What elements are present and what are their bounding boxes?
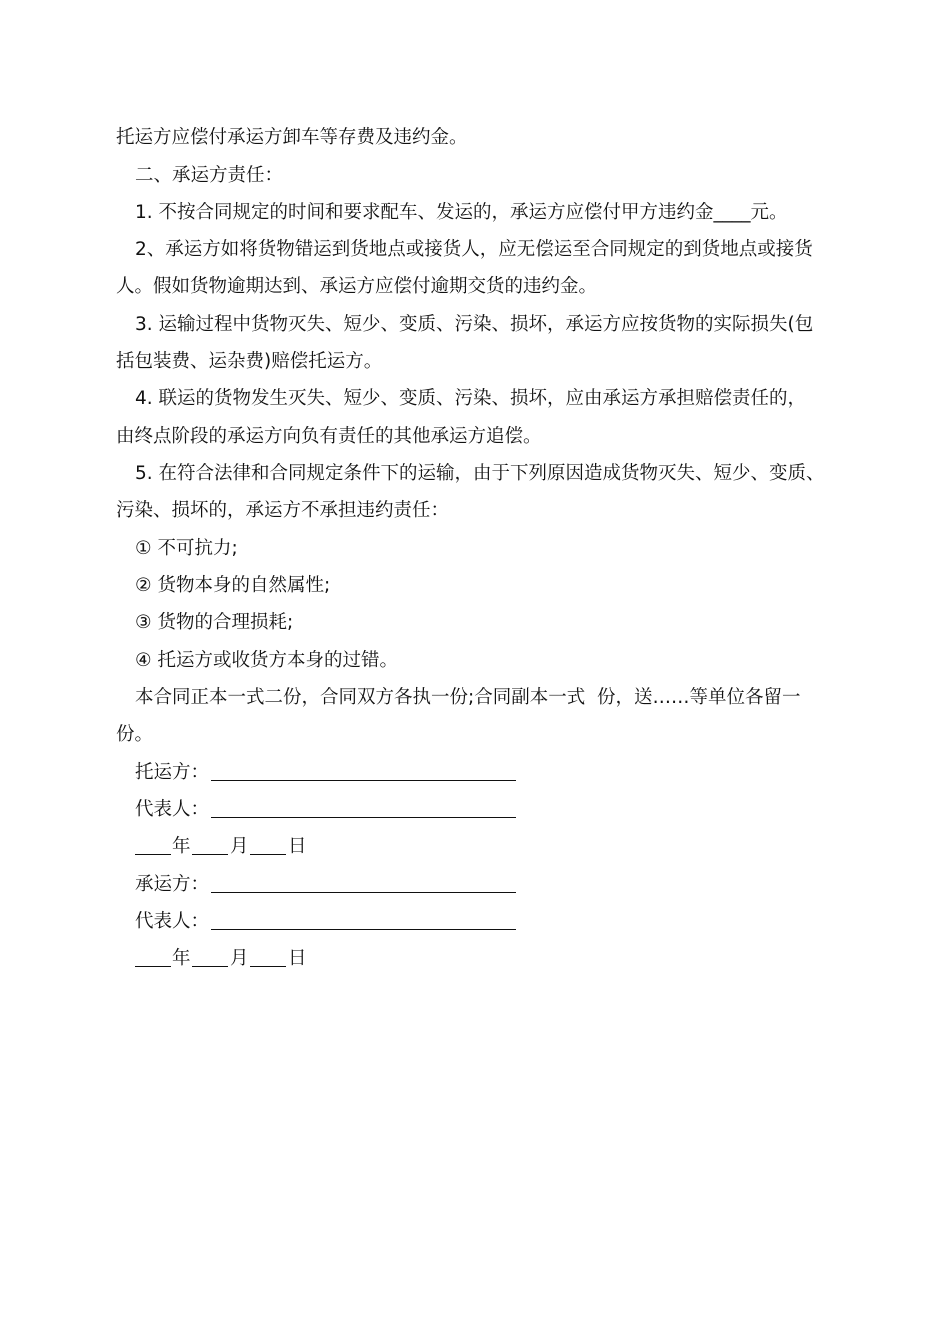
carrier-signature-line <box>211 892 516 893</box>
carrier-rep-label: 代表人： <box>135 911 210 932</box>
month-blank <box>192 854 228 855</box>
paragraph-line: 5. 在符合法律和合同规定条件下的运输，由于下列原因造成货物灭失、短少、变质、 <box>135 463 825 484</box>
paragraph-line: 污染、损坏的，承运方不承担违约责任： <box>116 500 450 521</box>
list-item: ② 货物本身的自然属性; <box>135 575 331 596</box>
day-blank <box>250 854 286 855</box>
paragraph-line: 人。假如货物逾期达到、承运方应偿付逾期交货的违约金。 <box>116 276 598 297</box>
paragraph-line: 3. 运输过程中货物灭失、短少、变质、污染、损坏，承运方应按货物的实际损失(包 <box>135 314 814 335</box>
carrier-label: 承运方： <box>135 874 210 895</box>
date-line-2 <box>135 950 435 972</box>
consignor-rep-label: 代表人： <box>135 799 210 820</box>
year-blank <box>135 854 171 855</box>
paragraph-line: 括包装费、运杂费)赔偿托运方。 <box>116 351 383 372</box>
day-label: 日 <box>288 836 307 857</box>
paragraph-line: 1. 不按合同规定的时间和要求配车、发运的，承运方应偿付甲方违约金____元。 <box>135 202 788 223</box>
year-label: 年 <box>172 836 191 857</box>
month-label: 月 <box>230 836 249 857</box>
day-blank <box>250 966 286 967</box>
paragraph-line: 本合同正本一式二份，合同双方各执一份;合同副本一式 份，送……等单位各留一 <box>135 687 801 708</box>
section-heading: 二、承运方责任： <box>135 165 284 186</box>
paragraph-line: 由终点阶段的承运方向负有责任的其他承运方追偿。 <box>116 426 542 447</box>
list-item: ④ 托运方或收货方本身的过错。 <box>135 650 398 671</box>
paragraph-line: 4. 联运的货物发生灭失、短少、变质、污染、损坏，应由承运方承担赔偿责任的， <box>135 388 807 409</box>
consignor-label: 托运方： <box>135 762 210 783</box>
date-line-1 <box>135 838 435 860</box>
paragraph-line: 2、承运方如将货物错运到货地点或接货人，应无偿运至合同规定的到货地点或接货 <box>135 239 813 260</box>
year-blank <box>135 966 171 967</box>
consignor-signature-line <box>211 780 516 781</box>
paragraph-line: 托运方应偿付承运方卸车等存费及违约金。 <box>116 127 468 148</box>
month-blank <box>192 966 228 967</box>
paragraph-line: 份。 <box>116 724 154 745</box>
list-item: ① 不可抗力; <box>135 538 238 559</box>
consignor-rep-signature-line <box>211 817 516 818</box>
list-item: ③ 货物的合理损耗; <box>135 612 294 633</box>
month-label: 月 <box>230 948 249 969</box>
carrier-rep-signature-line <box>211 929 516 930</box>
day-label: 日 <box>288 948 307 969</box>
year-label: 年 <box>172 948 191 969</box>
